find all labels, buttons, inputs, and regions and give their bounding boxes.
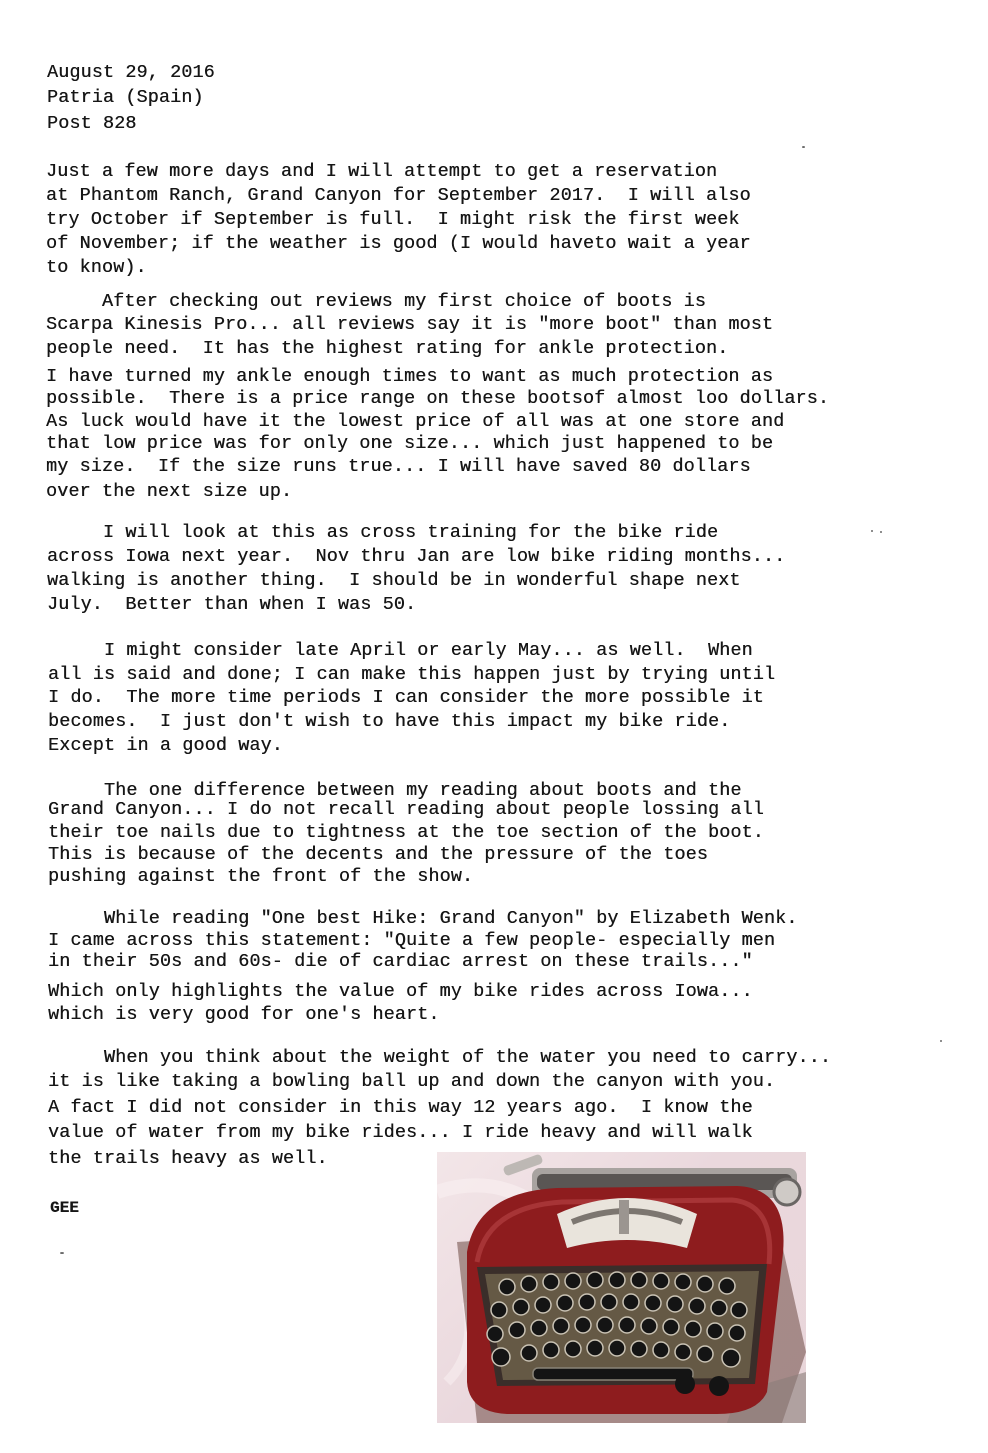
body-line: Just a few more days and I will attempt to get a reservation <box>46 161 718 182</box>
signature: GEE <box>50 1199 79 1217</box>
body-line: This is because of the decents and the pressure of the toes <box>48 844 708 865</box>
body-line: Scarpa Kinesis Pro... all reviews say it is "more boot" than most <box>46 314 774 335</box>
typewriter-photo <box>437 1152 806 1423</box>
scan-speck <box>871 530 873 532</box>
body-line: possible. There is a price range on these bootsof almost loo dollars. <box>46 388 830 409</box>
typewriter-illustration <box>437 1152 806 1423</box>
body-line: to know). <box>46 257 147 278</box>
body-line: Except in a good way. <box>48 735 283 756</box>
body-line: After checking out reviews my first choice of boots is <box>46 291 706 312</box>
body-line: the trails heavy as well. <box>48 1148 328 1169</box>
scan-speck <box>940 1040 942 1042</box>
body-line: try October if September is full. I might risk the first week <box>46 209 740 230</box>
scan-speck <box>60 1252 64 1254</box>
body-line: walking is another thing. I should be in wonderful shape next <box>47 570 741 591</box>
body-line: The one difference between my reading about boots and the <box>48 780 742 801</box>
letter-date: August 29, 2016 <box>47 62 215 83</box>
body-line: A fact I did not consider in this way 12 years ago. I know the <box>48 1097 753 1118</box>
body-line: I came across this statement: "Quite a few people- especially men <box>48 930 776 951</box>
letter-post-number: Post 828 <box>47 113 137 134</box>
body-line: pushing against the front of the show. <box>48 866 474 887</box>
body-line: all is said and done; I can make this happen just by trying until <box>48 664 776 685</box>
body-line: Which only highlights the value of my bike rides across Iowa... <box>48 981 753 1002</box>
body-line: Grand Canyon... I do not recall reading about people lossing all <box>48 799 764 820</box>
body-line: When you think about the weight of the water you need to carry... <box>48 1047 832 1068</box>
body-line: it is like taking a bowling ball up and down the canyon with you. <box>48 1071 776 1092</box>
body-line: I do. The more time periods I can consider the more possible it <box>48 687 764 708</box>
body-line: While reading "One best Hike: Grand Canyon" by Elizabeth Wenk. <box>48 908 798 929</box>
body-line: I have turned my ankle enough times to want as much protection as <box>46 366 774 387</box>
body-line: I will look at this as cross training for the bike ride <box>47 522 719 543</box>
body-line: becomes. I just don't wish to have this impact my bike ride. <box>48 711 731 732</box>
body-line: of November; if the weather is good (I would haveto wait a year <box>46 233 751 254</box>
body-line: people need. It has the highest rating for ankle protection. <box>46 338 729 359</box>
body-line: which is very good for one's heart. <box>48 1004 440 1025</box>
body-line: over the next size up. <box>46 481 293 502</box>
scan-speck <box>880 531 882 533</box>
body-line: I might consider late April or early May... as well. When <box>48 640 753 661</box>
body-line: their toe nails due to tightness at the toe section of the boot. <box>48 822 764 843</box>
body-line: As luck would have it the lowest price of all was at one store and <box>46 411 785 432</box>
body-line: my size. If the size runs true... I will have saved 80 dollars <box>46 456 751 477</box>
body-line: at Phantom Ranch, Grand Canyon for September 2017. I will also <box>46 185 751 206</box>
letter-place: Patria (Spain) <box>47 87 204 108</box>
scan-speck <box>802 146 805 148</box>
body-line: value of water from my bike rides... I ride heavy and will walk <box>48 1122 753 1143</box>
body-line: across Iowa next year. Nov thru Jan are low bike riding months... <box>47 546 786 567</box>
body-line: that low price was for only one size... which just happened to be <box>46 433 774 454</box>
body-line: July. Better than when I was 50. <box>47 594 417 615</box>
body-line: in their 50s and 60s- die of cardiac arrest on these trails..." <box>48 951 753 972</box>
